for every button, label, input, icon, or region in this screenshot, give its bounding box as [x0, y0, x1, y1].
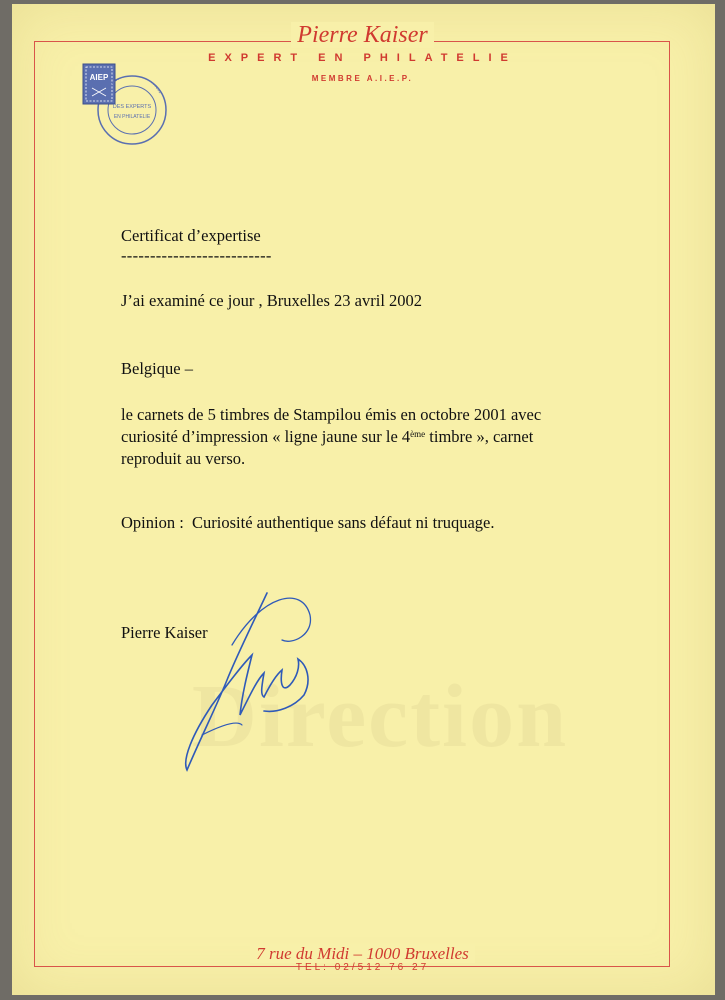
red-border-frame	[34, 41, 670, 967]
letterhead-subtitle: EXPERT EN PHILATELIE	[208, 52, 517, 64]
background-watermark: Direction	[191, 667, 569, 766]
examined-line: J’ai examiné ce jour , Bruxelles 23 avril 2002	[121, 291, 423, 310]
certificate-title: Certificat d’expertise	[121, 226, 261, 245]
description-line-2: curiosité d’impression « ligne jaune sur le 4ème timbre », carnet	[121, 427, 534, 446]
svg-text:DES EXPERTS: DES EXPERTS	[112, 104, 152, 110]
handwritten-signature	[172, 585, 322, 785]
footer-telephone: TEL: 02/512 76 27	[295, 962, 430, 973]
signatory-name: Pierre Kaiser	[121, 623, 208, 642]
opinion-line: Opinion : Curiosité authentique sans défaut ni truquage.	[121, 513, 495, 532]
letterhead-member: MEMBRE A.I.E.P.	[311, 74, 414, 83]
letterhead-name: Pierre Kaiser	[0, 22, 725, 49]
aiep-seal-logo	[80, 58, 175, 153]
description-line-3: reproduit au verso.	[121, 449, 246, 468]
title-underline: --------------------------	[121, 246, 272, 265]
svg-text:AIEP: AIEP	[89, 73, 109, 82]
footer-address: 7 rue du Midi – 1000 Bruxelles	[0, 944, 725, 964]
svg-text:EN PHILATELIE: EN PHILATELIE	[113, 114, 151, 120]
description-line-1: le carnets de 5 timbres de Stampilou émis en octobre 2001 avec	[121, 405, 542, 424]
country-line: Belgique –	[121, 359, 193, 378]
